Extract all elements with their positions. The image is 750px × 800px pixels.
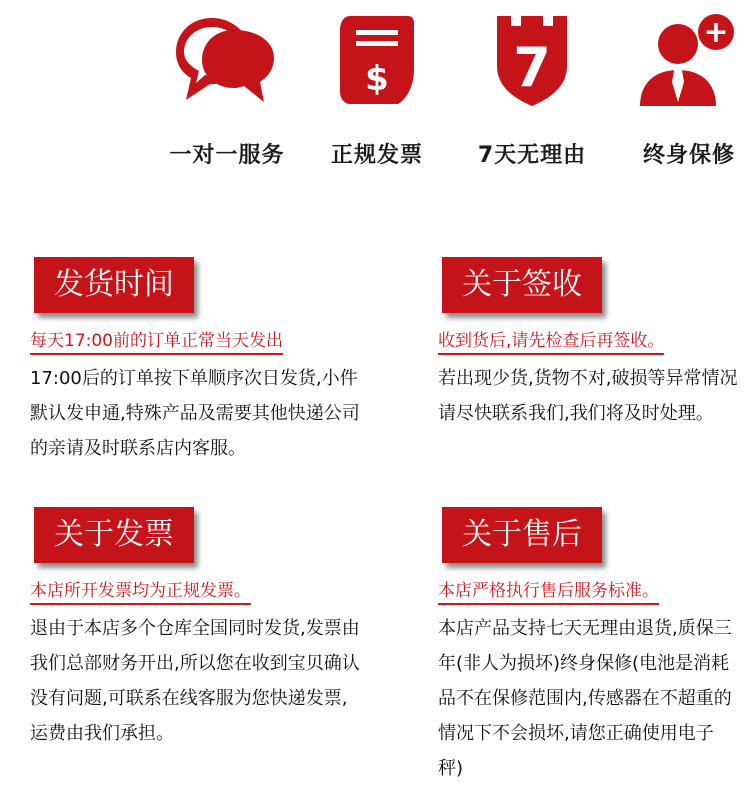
feature-invoice <box>292 10 462 170</box>
section-body: 退由于本店多个仓库全国同时发货,发票由我们总部财务开出,所以您在收到宝贝确认没有问题,可联系在线客服为您快递发票,运费由我们承担。 <box>30 618 360 744</box>
feature-label: 一对一服务 <box>169 143 285 168</box>
section-body: 本店产品支持七天无理由退货,质保三年(非人为损坏)终身保修(电池是消耗品不在保修范围内,传感器在不超重的情况下不会损坏,请您正确使用电子秤) <box>438 618 732 779</box>
section-title: 关于签收 <box>442 257 602 313</box>
seven-day-number: 7 <box>513 36 551 99</box>
section-receipt <box>438 257 738 431</box>
section-highlight: 收到货后,请先检查后再签收。 <box>438 329 664 355</box>
section-shipping-time <box>30 257 360 466</box>
feature-seven-day-return <box>447 10 617 170</box>
feature-label: 终身保修 <box>642 143 735 168</box>
section-after-sale <box>438 507 738 786</box>
svg-text:$: $ <box>365 59 389 99</box>
feature-one-to-one-service <box>142 10 312 170</box>
feature-label: 正规发票 <box>330 143 423 168</box>
section-title: 关于发票 <box>34 507 194 563</box>
plus-sign: + <box>703 15 729 50</box>
invoice-dollar-icon <box>322 10 432 110</box>
section-title: 关于售后 <box>442 507 602 563</box>
chat-bubbles-icon <box>172 10 282 110</box>
section-body: 17:00后的订单按下单顺序次日发货,小件默认发申通,特殊产品及需要其他快递公司的亲请及时联系店内客服。 <box>30 368 360 459</box>
section-title: 发货时间 <box>34 257 194 313</box>
section-highlight: 本店所开发票均为正规发票。 <box>30 579 251 605</box>
section-body: 若出现少货,货物不对,破损等异常情况请尽快联系我们,我们将及时处理。 <box>438 368 738 424</box>
feature-lifetime-warranty <box>604 10 750 170</box>
section-invoice <box>30 507 360 751</box>
support-person-plus-icon <box>634 10 744 110</box>
section-highlight: 每天17:00前的订单正常当天发出 <box>30 329 283 355</box>
seven-day-shield-icon <box>477 10 587 110</box>
section-highlight: 本店严格执行售后服务标准。 <box>438 579 659 605</box>
feature-label: 7天无理由 <box>477 143 587 168</box>
